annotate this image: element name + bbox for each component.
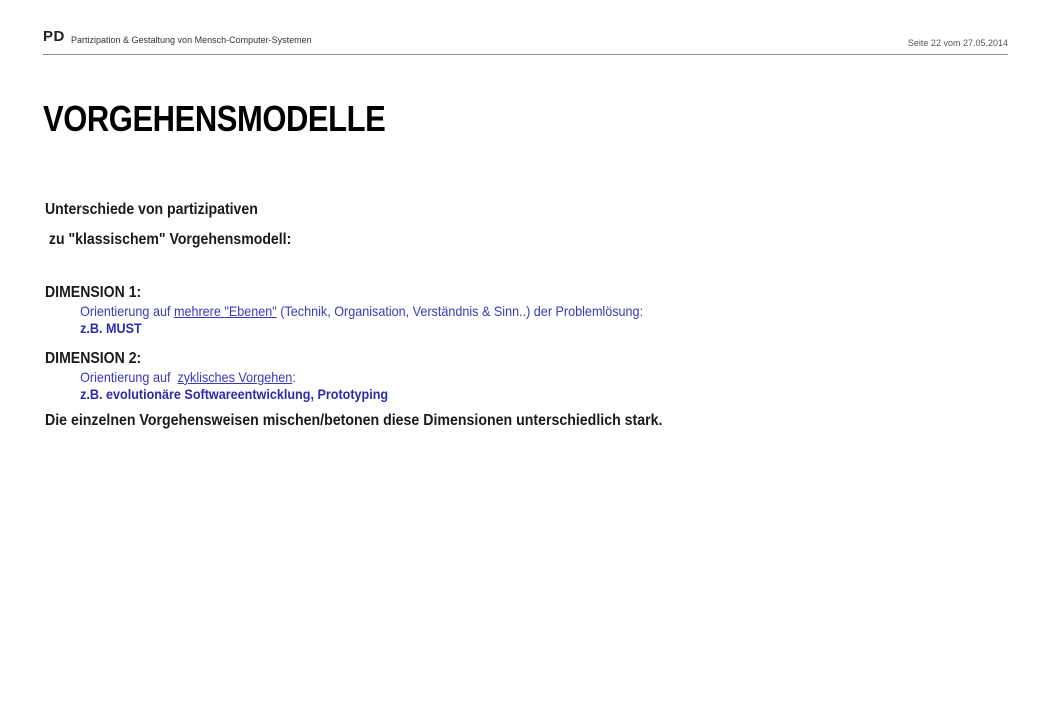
intro-line-2: zu "klassischem" Vorgehensmodell: — [45, 231, 292, 248]
intro-line-1: Unterschiede von partizipativen — [45, 201, 258, 218]
dimension-2-text-after: : — [292, 369, 296, 385]
header-subtitle: Partizipation & Gestaltung von Mensch-Computer-Systemen — [71, 35, 312, 45]
slide-title: VORGEHENSMODELLE — [43, 98, 386, 139]
dimension-1-text-before: Orientierung auf — [80, 303, 174, 319]
page-info: Seite 22 vom 27.05.2014 — [907, 38, 1008, 48]
brand-logo-text: PD — [43, 28, 65, 45]
closing-statement: Die einzelnen Vorgehensweisen mischen/betonen diese Dimensionen unterschiedlich stark. — [45, 412, 663, 429]
dimension-1-description — [80, 303, 909, 320]
dimension-2-description — [80, 369, 909, 386]
dimension-1-text-after: (Technik, Organisation, Verständnis & Sinn..) der Problemlösung: — [276, 303, 644, 319]
dimension-1-link[interactable]: mehrere "Ebenen" — [173, 303, 277, 319]
dimension-1-example: z.B. MUST — [80, 320, 142, 336]
slide-content — [45, 200, 1005, 431]
dimension-2-body — [45, 369, 909, 403]
dimension-2-example: z.B. evolutionäre Softwareentwicklung, Prototyping — [80, 386, 389, 402]
dimension-2-heading: DIMENSION 2: — [45, 350, 142, 367]
dimension-1-body — [45, 303, 909, 337]
dimension-2-link[interactable]: zyklisches Vorgehen — [177, 369, 293, 385]
dimension-2-text-before: Orientierung auf — [80, 369, 178, 385]
dimension-1-heading: DIMENSION 1: — [45, 284, 142, 301]
slide-header — [43, 28, 1008, 55]
